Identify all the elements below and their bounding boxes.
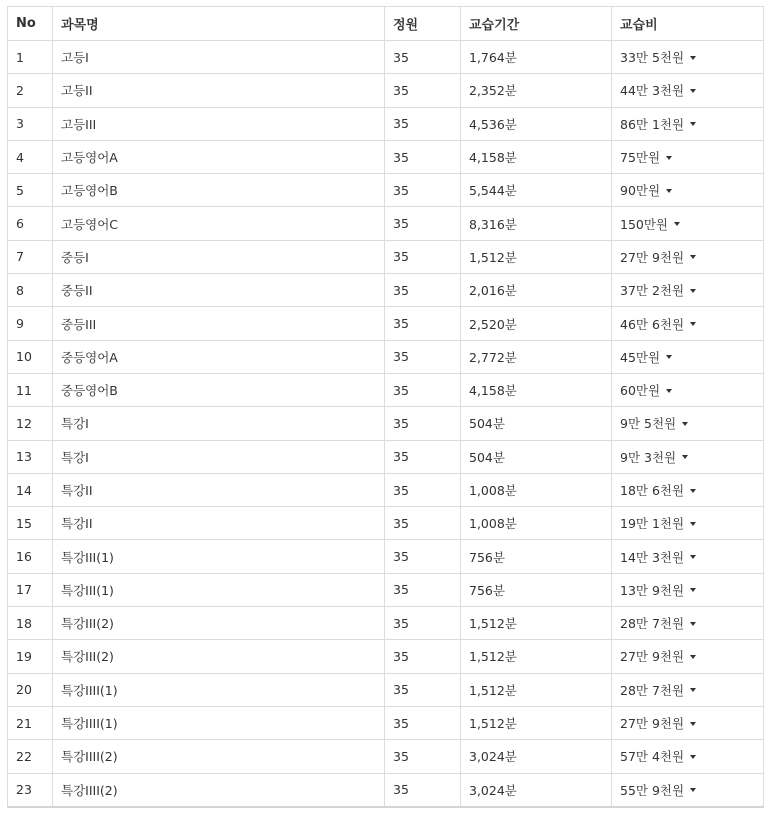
cell-capacity: 35: [385, 440, 461, 473]
table-row: [8, 174, 764, 207]
course-fee-table: [7, 6, 764, 808]
table-row: [8, 407, 764, 440]
cell-course-name: 특강IIII(2): [53, 740, 385, 773]
cell-capacity: 35: [385, 706, 461, 739]
cell-duration: 2,352분: [461, 74, 612, 107]
table-row: [8, 373, 764, 406]
cell-fee-dropdown[interactable]: [612, 706, 764, 739]
cell-duration: 8,316분: [461, 207, 612, 240]
cell-fee-dropdown[interactable]: [612, 207, 764, 240]
cell-fee-dropdown[interactable]: [612, 673, 764, 706]
cell-no: 14: [8, 473, 53, 506]
cell-no: 13: [8, 440, 53, 473]
cell-course-name: 고등III: [53, 107, 385, 140]
fee-value: 27만 9천원: [620, 716, 685, 732]
table-row: [8, 607, 764, 640]
cell-fee-dropdown[interactable]: [612, 274, 764, 307]
cell-no: 1: [8, 41, 53, 74]
cell-fee-dropdown[interactable]: [612, 740, 764, 773]
cell-duration: 1,512분: [461, 240, 612, 273]
fee-value: 13만 9천원: [620, 582, 685, 598]
cell-capacity: 35: [385, 507, 461, 540]
column-header-fee: 교습비: [612, 7, 764, 41]
column-header-duration: 교습기간: [461, 7, 612, 41]
cell-no: 23: [8, 773, 53, 807]
cell-no: 2: [8, 74, 53, 107]
cell-fee-dropdown[interactable]: [612, 773, 764, 807]
cell-fee-dropdown[interactable]: [612, 107, 764, 140]
cell-course-name: 특강III(1): [53, 540, 385, 573]
table-row: [8, 540, 764, 573]
cell-duration: 2,772분: [461, 340, 612, 373]
table-row: [8, 507, 764, 540]
cell-duration: 5,544분: [461, 174, 612, 207]
fee-value: 33만 5천원: [620, 50, 685, 66]
cell-no: 18: [8, 607, 53, 640]
cell-fee-dropdown[interactable]: [612, 607, 764, 640]
cell-fee-dropdown[interactable]: [612, 407, 764, 440]
cell-duration: 2,520분: [461, 307, 612, 340]
cell-fee-dropdown[interactable]: [612, 473, 764, 506]
table-row: [8, 140, 764, 173]
cell-course-name: 고등영어C: [53, 207, 385, 240]
cell-fee-dropdown[interactable]: [612, 440, 764, 473]
cell-course-name: 특강III(2): [53, 607, 385, 640]
caret-down-icon[interactable]: [682, 455, 688, 459]
cell-no: 15: [8, 507, 53, 540]
cell-fee-dropdown[interactable]: [612, 507, 764, 540]
cell-no: 19: [8, 640, 53, 673]
cell-fee-dropdown[interactable]: [612, 240, 764, 273]
table-row: [8, 307, 764, 340]
caret-down-icon[interactable]: [690, 255, 696, 259]
table-row: [8, 473, 764, 506]
cell-course-name: 특강III(1): [53, 573, 385, 606]
cell-course-name: 중등II: [53, 274, 385, 307]
cell-no: 6: [8, 207, 53, 240]
cell-fee-dropdown[interactable]: [612, 340, 764, 373]
cell-capacity: 35: [385, 107, 461, 140]
caret-down-icon[interactable]: [690, 788, 696, 792]
fee-value: 27만 9천원: [620, 649, 685, 665]
table-row: [8, 673, 764, 706]
caret-down-icon[interactable]: [690, 489, 696, 493]
fee-value: 27만 9천원: [620, 249, 685, 265]
cell-duration: 3,024분: [461, 740, 612, 773]
cell-capacity: 35: [385, 41, 461, 74]
cell-no: 7: [8, 240, 53, 273]
cell-duration: 4,536분: [461, 107, 612, 140]
caret-down-icon[interactable]: [690, 688, 696, 692]
cell-duration: 3,024분: [461, 773, 612, 807]
table-row: [8, 107, 764, 140]
fee-value: 28만 7천원: [620, 682, 685, 698]
cell-no: 21: [8, 706, 53, 739]
cell-capacity: 35: [385, 473, 461, 506]
cell-capacity: 35: [385, 74, 461, 107]
fee-value: 75만원: [620, 150, 661, 166]
cell-course-name: 중등I: [53, 240, 385, 273]
cell-no: 11: [8, 373, 53, 406]
cell-duration: 1,512분: [461, 640, 612, 673]
table-row: [8, 74, 764, 107]
cell-duration: 4,158분: [461, 373, 612, 406]
caret-down-icon[interactable]: [690, 655, 696, 659]
caret-down-icon[interactable]: [690, 555, 696, 559]
fee-value: 37만 2천원: [620, 283, 685, 299]
table-row: [8, 740, 764, 773]
cell-capacity: 35: [385, 373, 461, 406]
fee-value: 9만 3천원: [620, 449, 677, 465]
cell-course-name: 중등영어A: [53, 340, 385, 373]
table-row: [8, 773, 764, 807]
cell-duration: 1,512분: [461, 607, 612, 640]
fee-value: 55만 9천원: [620, 782, 685, 798]
cell-capacity: 35: [385, 540, 461, 573]
caret-down-icon[interactable]: [666, 389, 672, 393]
table-row: [8, 240, 764, 273]
cell-capacity: 35: [385, 640, 461, 673]
cell-fee-dropdown[interactable]: [612, 74, 764, 107]
cell-no: 8: [8, 274, 53, 307]
cell-capacity: 35: [385, 307, 461, 340]
caret-down-icon[interactable]: [690, 622, 696, 626]
fee-value: 150만원: [620, 216, 669, 232]
fee-value: 18만 6천원: [620, 483, 685, 498]
caret-down-icon[interactable]: [666, 189, 672, 193]
cell-course-name: 특강II: [53, 507, 385, 540]
cell-capacity: 35: [385, 174, 461, 207]
cell-fee-dropdown[interactable]: [612, 373, 764, 406]
caret-down-icon[interactable]: [690, 56, 696, 60]
column-header-capacity: 정원: [385, 7, 461, 41]
course-fee-table-container: [7, 6, 763, 808]
caret-down-icon[interactable]: [690, 122, 696, 126]
cell-capacity: 35: [385, 240, 461, 273]
cell-no: 5: [8, 174, 53, 207]
caret-down-icon[interactable]: [666, 156, 672, 160]
cell-no: 17: [8, 573, 53, 606]
table-body: [8, 41, 764, 807]
cell-course-name: 특강IIII(2): [53, 773, 385, 807]
cell-capacity: 35: [385, 207, 461, 240]
table-row: [8, 706, 764, 739]
cell-capacity: 35: [385, 407, 461, 440]
caret-down-icon[interactable]: [666, 355, 672, 359]
cell-course-name: 고등영어B: [53, 174, 385, 207]
cell-duration: 756분: [461, 540, 612, 573]
cell-course-name: 고등I: [53, 41, 385, 74]
cell-course-name: 특강I: [53, 407, 385, 440]
caret-down-icon[interactable]: [690, 522, 696, 526]
cell-no: 10: [8, 340, 53, 373]
cell-duration: 4,158분: [461, 140, 612, 173]
cell-fee-dropdown[interactable]: [612, 41, 764, 74]
fee-value: 19만 1천원: [620, 516, 685, 532]
cell-course-name: 중등III: [53, 307, 385, 340]
cell-fee-dropdown[interactable]: [612, 640, 764, 673]
cell-capacity: 35: [385, 673, 461, 706]
caret-down-icon[interactable]: [690, 722, 696, 726]
fee-value: 45만원: [620, 349, 661, 365]
fee-value: 57만 4천원: [620, 749, 685, 765]
cell-duration: 1,008분: [461, 507, 612, 540]
column-header-no: No: [8, 7, 53, 41]
fee-value: 28만 7천원: [620, 616, 685, 632]
cell-capacity: 35: [385, 773, 461, 807]
cell-duration: 2,016분: [461, 274, 612, 307]
cell-duration: 504분: [461, 407, 612, 440]
caret-down-icon[interactable]: [690, 289, 696, 293]
cell-duration: 1,008분: [461, 473, 612, 506]
caret-down-icon[interactable]: [690, 322, 696, 326]
cell-course-name: 특강IIII(1): [53, 706, 385, 739]
cell-no: 9: [8, 307, 53, 340]
fee-value: 90만원: [620, 183, 661, 199]
caret-down-icon[interactable]: [690, 588, 696, 592]
fee-value: 44만 3천원: [620, 83, 685, 99]
fee-value: 86만 1천원: [620, 116, 685, 132]
table-header: [8, 7, 764, 41]
cell-duration: 1,512분: [461, 706, 612, 739]
cell-no: 12: [8, 407, 53, 440]
cell-capacity: 35: [385, 740, 461, 773]
cell-no: 20: [8, 673, 53, 706]
cell-no: 4: [8, 140, 53, 173]
table-row: [8, 573, 764, 606]
cell-fee-dropdown[interactable]: [612, 307, 764, 340]
cell-fee-dropdown[interactable]: [612, 573, 764, 606]
table-row: [8, 440, 764, 473]
cell-course-name: 고등영어A: [53, 140, 385, 173]
cell-duration: 1,764분: [461, 41, 612, 74]
cell-fee-dropdown[interactable]: [612, 174, 764, 207]
caret-down-icon[interactable]: [674, 222, 680, 226]
caret-down-icon[interactable]: [682, 422, 688, 426]
table-row: [8, 41, 764, 74]
fee-value: 14만 3천원: [620, 549, 685, 565]
fee-value: 9만 5천원: [620, 416, 677, 432]
cell-no: 22: [8, 740, 53, 773]
fee-value: 60만원: [620, 383, 661, 399]
cell-fee-dropdown[interactable]: [612, 140, 764, 173]
header-row: [8, 7, 764, 41]
cell-capacity: 35: [385, 140, 461, 173]
cell-course-name: 특강II: [53, 473, 385, 506]
cell-no: 16: [8, 540, 53, 573]
caret-down-icon[interactable]: [690, 755, 696, 759]
cell-fee-dropdown[interactable]: [612, 540, 764, 573]
cell-duration: 1,512분: [461, 673, 612, 706]
table-row: [8, 274, 764, 307]
table-row: [8, 640, 764, 673]
cell-course-name: 특강III(2): [53, 640, 385, 673]
cell-course-name: 특강I: [53, 440, 385, 473]
cell-duration: 504분: [461, 440, 612, 473]
cell-course-name: 고등II: [53, 74, 385, 107]
cell-capacity: 35: [385, 607, 461, 640]
table-row: [8, 340, 764, 373]
cell-capacity: 35: [385, 340, 461, 373]
cell-course-name: 특강IIII(1): [53, 673, 385, 706]
fee-value: 46만 6천원: [620, 316, 685, 332]
cell-duration: 756분: [461, 573, 612, 606]
cell-course-name: 중등영어B: [53, 373, 385, 406]
cell-capacity: 35: [385, 573, 461, 606]
cell-capacity: 35: [385, 274, 461, 307]
column-header-course-name: 과목명: [53, 7, 385, 41]
table-row: [8, 207, 764, 240]
cell-no: 3: [8, 107, 53, 140]
caret-down-icon[interactable]: [690, 89, 696, 93]
